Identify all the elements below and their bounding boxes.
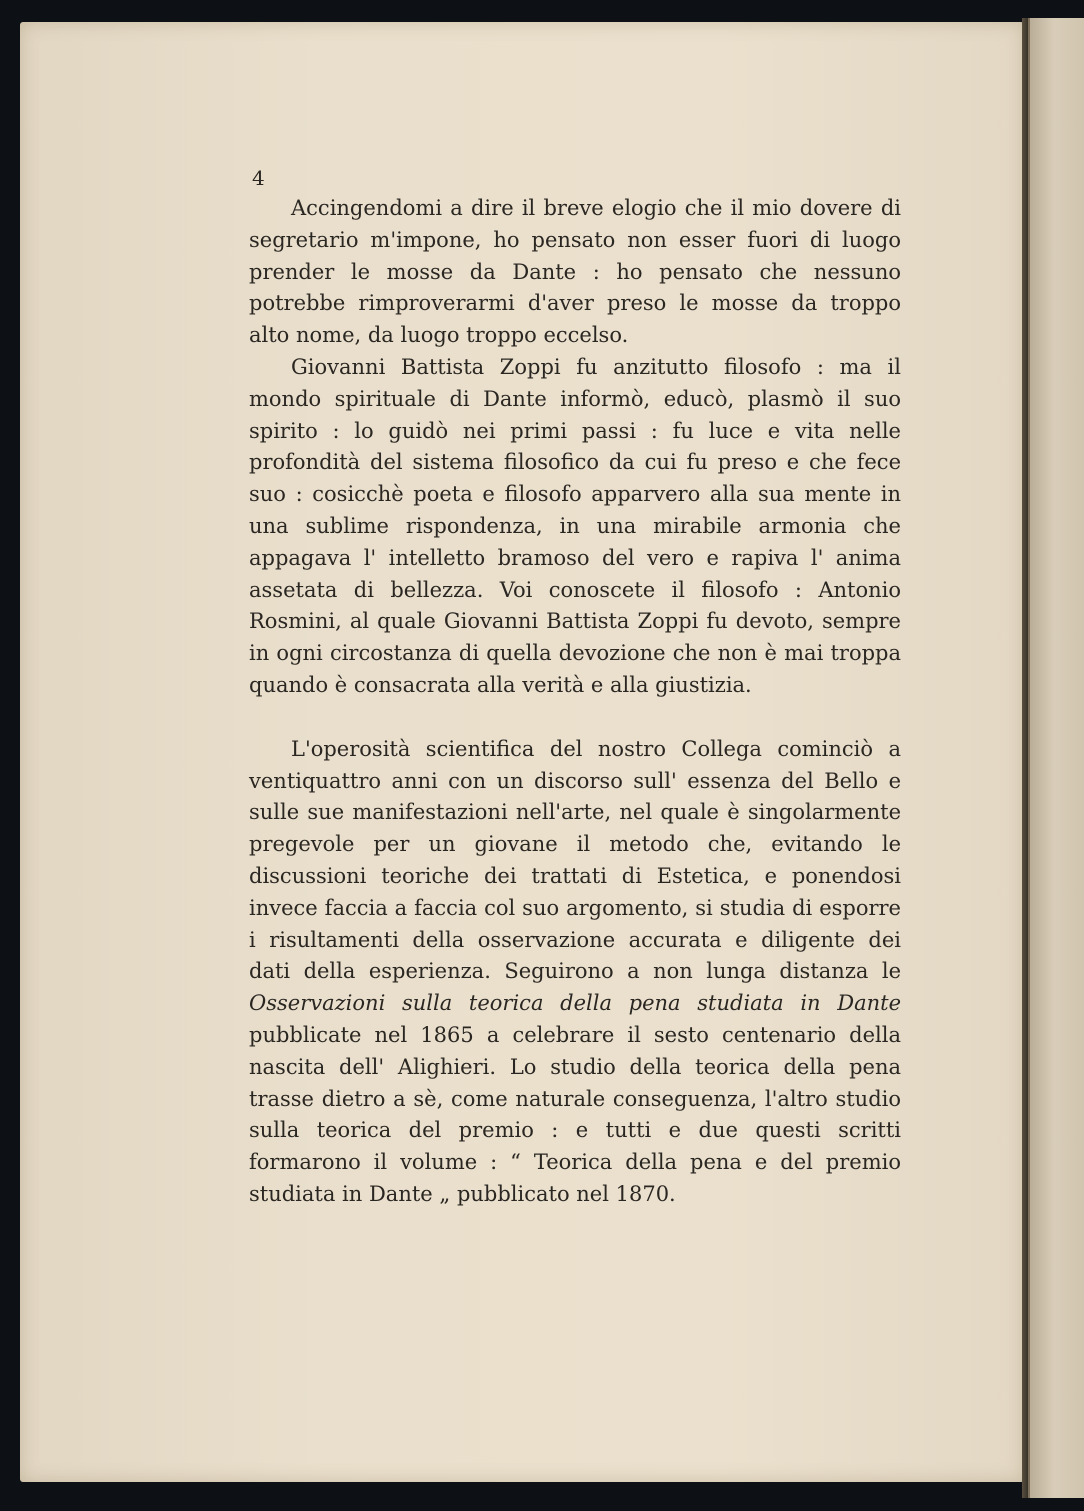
paragraph-3 [249, 734, 901, 1211]
body-text [249, 162, 901, 1211]
paragraph-1: Accingendomi a dire il breve elogio che il mio dovere di segretario m'impone, ho pensato non esser fuori di luogo prender le mosse da Dante : ho pensato che nessuno potrebbe rimproverarmi d'aver preso le mosse da troppo alto nome, da luogo troppo eccelso. [249, 196, 901, 348]
page-number: 4 [252, 166, 265, 190]
paragraph-3-text-a: L'operosità scientifica del nostro Collega cominciò a ventiquattro anni con un discorso sull' essenza del Bello e sulle sue manifestazioni nell'arte, nel quale è singolarmente pregevole per un giovane il metodo che, evitando le discussioni teoriche dei trattati di Estetica, e ponendosi invece faccia a faccia col suo argomento, si studia di esporre i risultamenti della osservazione accurata e diligente dei dati della esperienza. Seguirono a non lunga distanza le [249, 736, 901, 984]
paragraph-3-text-b: pubblicate nel 1865 a celebrare il sesto centenario della nascita dell' Alighieri. Lo studio della teorica della pena trasse dietro a sè, come naturale conseguenza, l'altro studio sulla teorica del premio : e tutti e due questi scritti formarono il volume : “ Teorica della pena e del premio studiata in Dante „ pubblicato nel 1870. [249, 1022, 901, 1206]
paragraph-2: Giovanni Battista Zoppi fu anzitutto filosofo : ma il mondo spirituale di Dante informò, educò, plasmò il suo spirito : lo guidò nei primi passi : fu luce e vita nelle profondità del sistema filosofico da cui fu preso e che fece suo : cosicchè poeta e filosofo apparvero alla sua mente in una sublime rispondenza, in una mirabile armonia che appagava l' intelletto bramoso del vero e rapiva l' anima assetata di bellezza. Voi conoscete il filosofo : Antonio Rosmini, al quale Giovanni Battista Zoppi fu devoto, sempre in ogni circostanza di quella devozione che non è mai troppa quando è consacrata alla verità e alla giustizia. [249, 354, 901, 697]
italic-work-title: Osservazioni sulla teorica della pena studiata in Dante [249, 991, 901, 1016]
next-page-edge [1028, 18, 1084, 1498]
